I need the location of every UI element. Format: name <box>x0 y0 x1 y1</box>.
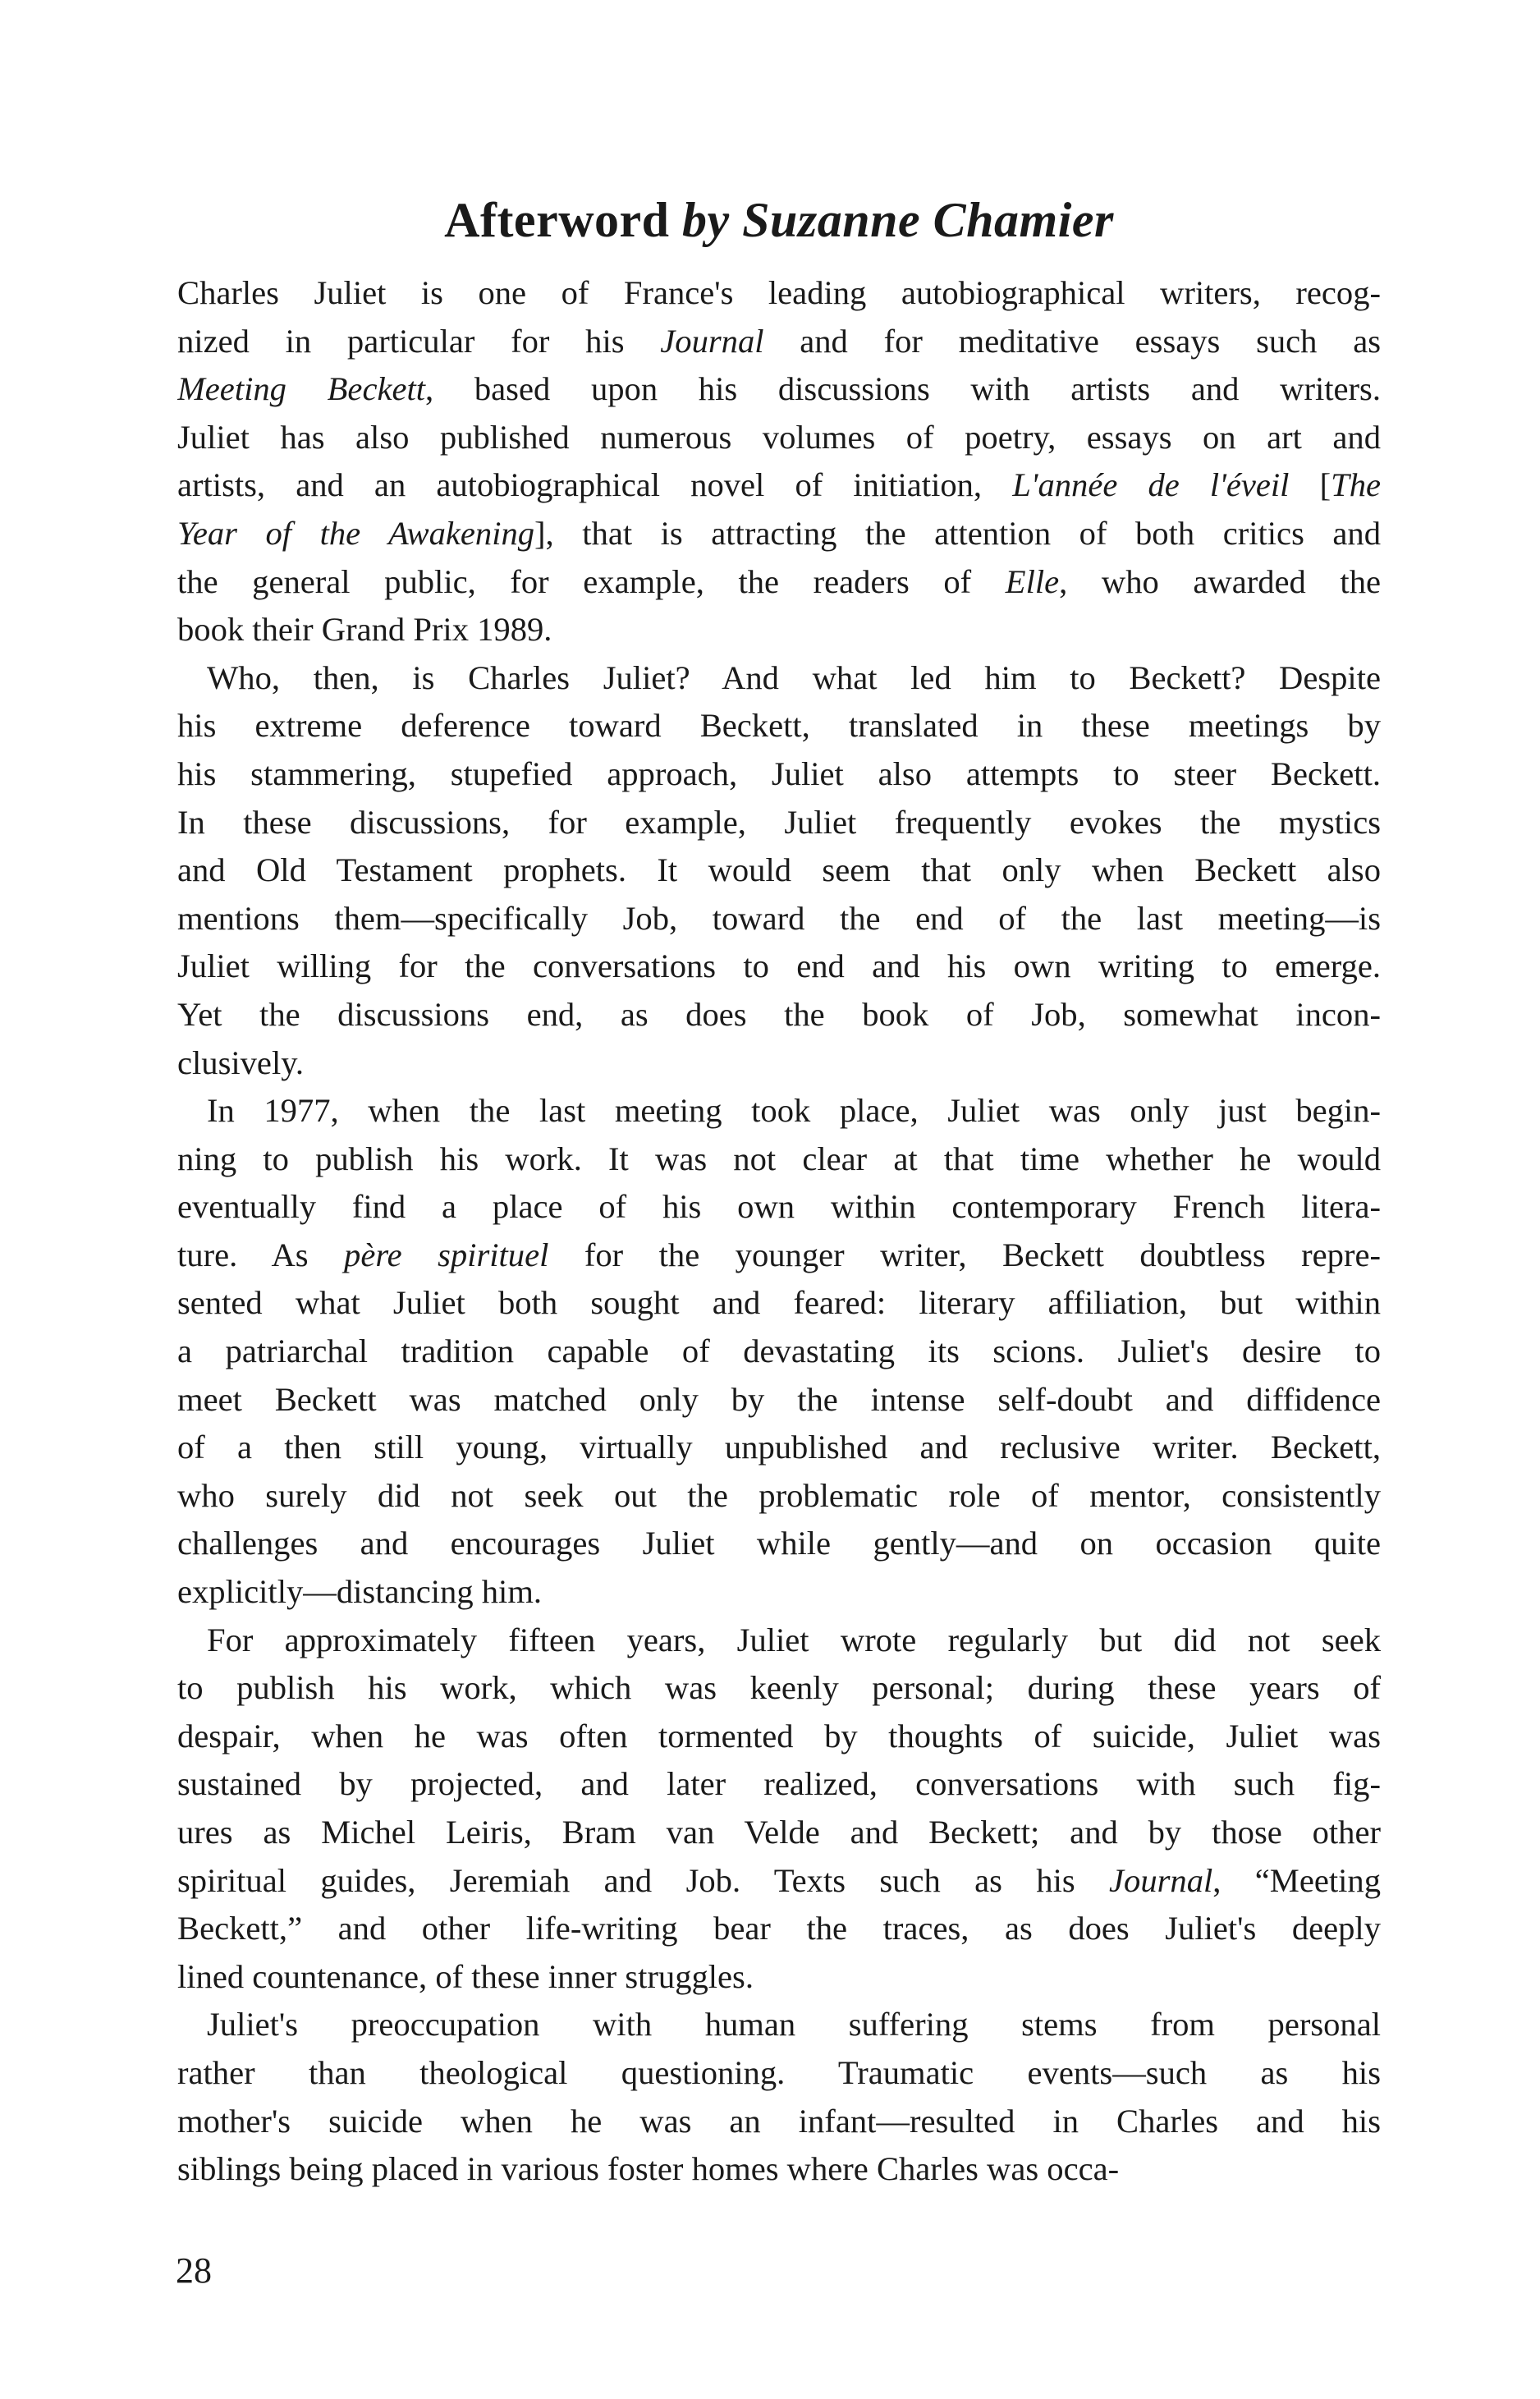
paragraph-3-line: a patriarchal tradition capable of devastating its scions. Juliet's desire to <box>177 1333 1381 1370</box>
paragraph-2-line: mentions them—specifically Job, toward the end of the last meeting—is <box>177 899 1381 937</box>
paragraph-2-line: In these discussions, for example, Juliet frequently evokes the mystics <box>177 803 1381 841</box>
italic-title: L'année de l'éveil <box>1012 466 1290 504</box>
paragraph-1-line: artists, and an autobiographical novel of initiation, L'année de l'éveil [The <box>177 466 1381 504</box>
paragraph-3-line: explicitly—distancing him. <box>177 1573 543 1611</box>
paragraph-4-line: to publish his work, which was keenly personal; during these years of <box>177 1669 1381 1707</box>
paragraph-2-line: Who, then, is Charles Juliet? And what led him to Beckett? Despite <box>207 658 1381 696</box>
paragraph-1-line: the general public, for example, the readers of Elle, who awarded the <box>177 562 1381 600</box>
paragraph-5-line: mother's suicide when he was an infant—resulted in Charles and his <box>177 2102 1381 2140</box>
paragraph-2-line: Yet the discussions end, as does the book of Job, somewhat incon- <box>177 995 1381 1033</box>
paragraph-2-line: clusively. <box>177 1044 305 1081</box>
paragraph-5-line: siblings being placed in various foster homes where Charles was occa- <box>177 2150 1120 2188</box>
page-number: 28 <box>176 2250 212 2291</box>
paragraph-3-line: sented what Juliet both sought and feared: literary affiliation, but within <box>177 1284 1381 1322</box>
title-by: by <box>682 193 730 247</box>
paragraph-4-line: spiritual guides, Jeremiah and Job. Texts such as his Journal, “Meeting <box>177 1861 1381 1899</box>
paragraph-4-line: lined countenance, of these inner struggles. <box>177 1957 754 1995</box>
paragraph-3-line: challenges and encourages Juliet while gently—and on occasion quite <box>177 1525 1381 1562</box>
paragraph-4-line: ures as Michel Leiris, Bram van Velde and Beckett; and by those other <box>177 1814 1381 1851</box>
paragraph-1-line: book their Grand Prix 1989. <box>177 611 552 649</box>
italic-title: père spirituel <box>344 1236 549 1273</box>
paragraph-3-line: meet Beckett was matched only by the intense self-doubt and diffidence <box>177 1380 1381 1418</box>
paragraph-2-line: and Old Testament prophets. It would seem that only when Beckett also <box>177 851 1381 889</box>
italic-title: Meeting Beckett <box>177 370 426 408</box>
paragraph-2-line: his stammering, stupefied approach, Juliet also attempts to steer Beckett. <box>177 755 1381 792</box>
paragraph-5-line: Juliet's preoccupation with human suffering stems from personal <box>207 2006 1381 2044</box>
italic-title: Journal <box>1109 1861 1213 1899</box>
title-author: Suzanne Chamier <box>742 193 1114 247</box>
paragraph-1-line: Charles Juliet is one of France's leading autobiographical writers, recog- <box>177 274 1381 311</box>
body-text <box>177 269 1381 2194</box>
paragraph-2-line: his extreme deference toward Beckett, translated in these meetings by <box>177 707 1381 745</box>
paragraph-1-line: Juliet has also published numerous volumes of poetry, essays on art and <box>177 418 1381 456</box>
paragraph-3-line: eventually find a place of his own within contemporary French litera- <box>177 1188 1381 1226</box>
paragraph-5-line: rather than theological questioning. Traumatic events—such as his <box>177 2053 1381 2091</box>
paragraph-3-line: of a then still young, virtually unpublished and reclusive writer. Beckett, <box>177 1429 1381 1466</box>
paragraph-1-line: Year of the Awakening], that is attracting the attention of both critics and <box>177 514 1381 552</box>
italic-title: Journal <box>660 322 764 360</box>
paragraph-4-line: For approximately fifteen years, Juliet wrote regularly but did not seek <box>207 1621 1381 1658</box>
italic-title: Year of the Awakening <box>177 514 535 552</box>
italic-title: Elle <box>1005 562 1060 600</box>
paragraph-4-line: Beckett,” and other life-writing bear the traces, as does Juliet's deeply <box>177 1910 1381 1947</box>
paragraph-3-line: who surely did not seek out the problematic role of mentor, consistently <box>177 1476 1381 1514</box>
paragraph-2-line: Juliet willing for the conversations to end and his own writing to emerge. <box>177 947 1381 985</box>
paragraph-4-line: despair, when he was often tormented by thoughts of suicide, Juliet was <box>177 1717 1381 1755</box>
page-title <box>177 190 1381 250</box>
paragraph-3-line: ture. As père spirituel for the younger writer, Beckett doubtless repre- <box>177 1236 1381 1273</box>
italic-title: The <box>1331 466 1381 504</box>
paragraph-3-line: In 1977, when the last meeting took place, Juliet was only just begin- <box>207 1092 1381 1130</box>
paragraph-3-line: ning to publish his work. It was not clear at that time whether he would <box>177 1140 1381 1177</box>
title-plain: Afterword <box>444 193 683 247</box>
paragraph-1-line: Meeting Beckett, based upon his discussions with artists and writers. <box>177 370 1381 408</box>
paragraph-4-line: sustained by projected, and later realized, conversations with such fig- <box>177 1765 1381 1803</box>
paragraph-1-line: nized in particular for his Journal and for meditative essays such as <box>177 322 1381 360</box>
